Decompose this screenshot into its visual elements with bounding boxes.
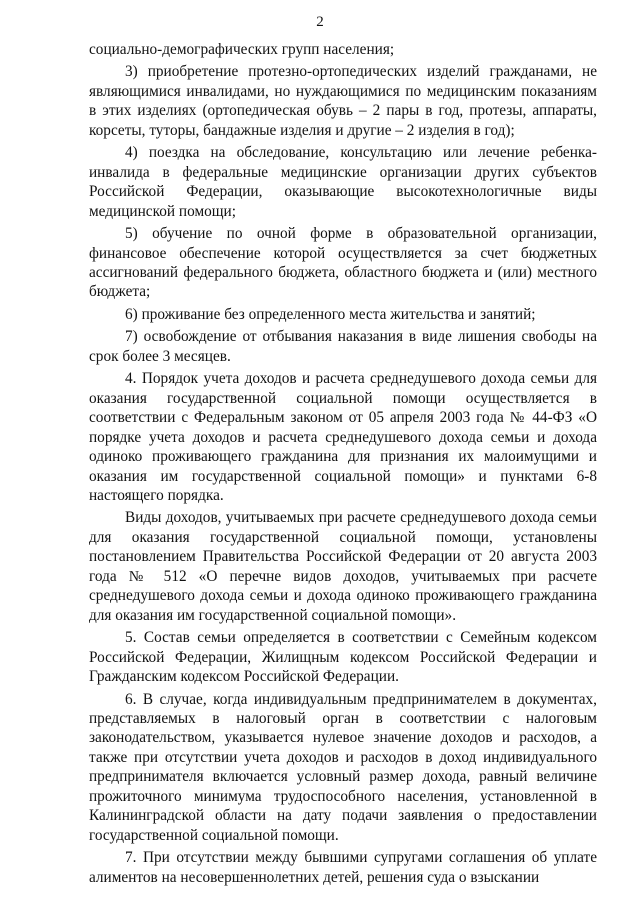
section-6-entrepreneur-income: 6. В случае, когда индивидуальным предпринимателем в документах, представляемых в налоговый орган в соответствии с налоговым законодательством, указывается нулевое значение доходов и расходов, а также при отсутствии учета доходов и расходов в доход индивидуального предпринимателя включается условный размер дохода, равный величине прожиточного минимума трудоспособного населения, установленной в Калининградской области на дату подачи заявления о предоставлении государственной социальной помощи. xyxy=(89,690,597,844)
document-body xyxy=(89,40,597,887)
paragraph-continuation: социально-демографических групп населения; xyxy=(89,41,395,58)
section-5-family-composition: 5. Состав семьи определяется в соответствии с Семейным кодексом Российской Федерации, Жилищным кодексом Российской Федерации и Гражданским кодексом Российской Федерации. xyxy=(89,629,597,686)
list-item-3-prosthetics: 3) приобретение протезно-ортопедических изделий гражданами, не являющимися инвалидами, но нуждающимися по медицинским показаниям в этих изделиях (ортопедическая обувь – 2 пары в год, протезы, аппараты, корсеты, туторы, бандажные изделия и другие – 2 изделия в год); xyxy=(89,63,597,139)
section-7-alimony: 7. При отсутствии между бывшими супругами соглашения об уплате алиментов на несовершеннолетних детей, решения суда о взыскании xyxy=(89,849,597,886)
list-item-6-homeless: 6) проживание без определенного места жительства и занятий; xyxy=(125,305,536,323)
income-types-paragraph: Виды доходов, учитываемых при расчете среднедушевого дохода семьи для оказания государственной социальной помощи, установлены постановлением Правительства Российской Федерации от 20 августа 2003 года № 512 «О перечне видов доходов, учитываемых при расчете среднедушевого дохода семьи и дохода одиноко проживающего гражданина для оказания им государственной социальной помощи». xyxy=(89,509,597,624)
list-item-5-education: 5) обучение по очной форме в образовательной организации, финансовое обеспечение которой осуществляется за счет бюджетных ассигнований федерального бюджета, областного бюджета и (или) местного бюджета; xyxy=(89,225,597,301)
section-4-income-procedure: 4. Порядок учета доходов и расчета среднедушевого дохода семьи для оказания государственной социальной помощи осуществляется в соответствии с Федеральным законом от 05 апреля 2003 года № 44-ФЗ «О порядке учета доходов и расчета среднедушевого дохода семьи и дохода одиноко проживающего гражданина для признания их малоимущими и оказания им государственной социальной помощи» и пунктами 6-8 настоящего порядка. xyxy=(89,370,597,504)
list-item-4-medical-trip: 4) поездка на обследование, консультацию или лечение ребенка-инвалида в федеральные медицинские организации других субъектов Российской Федерации, оказывающие высокотехнологичные виды медицинской помощи; xyxy=(89,144,597,220)
page-number: 2 xyxy=(316,14,324,30)
list-item-7-release: 7) освобождение от отбывания наказания в виде лишения свободы на срок более 3 месяцев. xyxy=(89,328,597,365)
